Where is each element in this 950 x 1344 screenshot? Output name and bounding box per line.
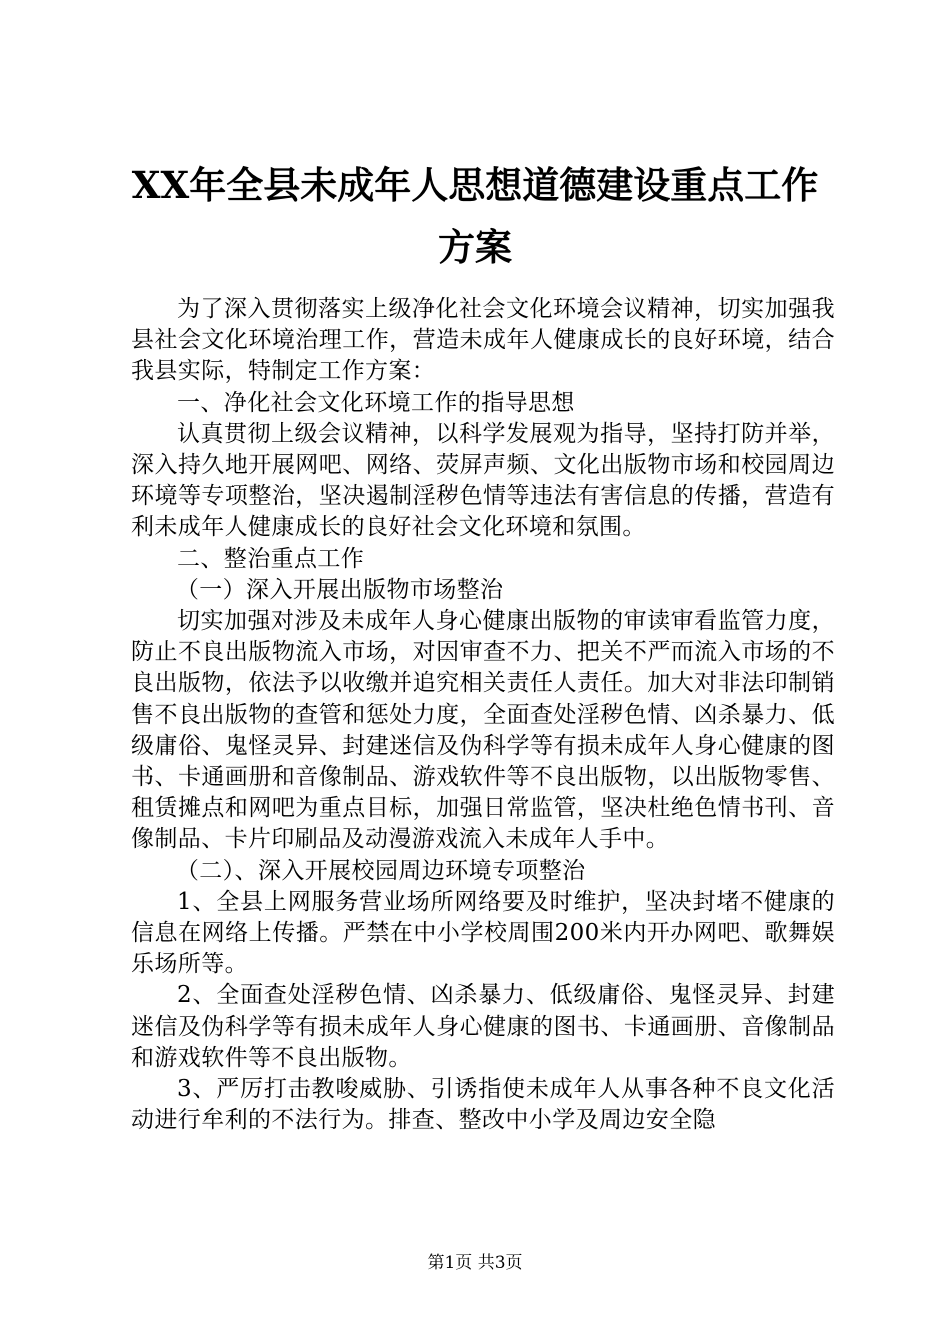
- heading-guiding-ideology: 一、净化社会文化环境工作的指导思想: [177, 389, 575, 416]
- paragraph-intro: 为了深入贯彻落实上级净化社会文化环境会议精神，切实加强我县社会文化环境治理工作，营造未成年人健康成长的良好环境，结合我县实际，特制定工作方案：: [131, 296, 835, 385]
- document-body: [131, 294, 835, 1136]
- paragraph-item-3: 3、严厉打击教唆威胁、引诱指使未成年人从事各种不良文化活动进行牟利的不法行为。排查、整改中小学及周边安全隐: [131, 1076, 835, 1134]
- heading-key-work: 二、整治重点工作: [177, 545, 365, 572]
- paragraph-item-1: 1、全县上网服务营业场所网络要及时维护，坚决封堵不健康的信息在网络上传播。严禁在中小学校周围200米内开办网吧、歌舞娱乐场所等。: [131, 888, 835, 978]
- paragraph-item-2: 2、全面查处淫秽色情、凶杀暴力、低级庸俗、鬼怪灵异、封建迷信及伪科学等有损未成年人身心健康的图书、卡通画册、音像制品和游戏软件等不良出版物。: [131, 982, 835, 1071]
- document-title: XX年全县未成年人思想道德建设重点工作方案: [131, 163, 819, 269]
- subheading-campus-environment: （二）、深入开展校园周边环境专项整治: [175, 857, 586, 884]
- subheading-publication-market: （一）深入开展出版物市场整治: [175, 576, 504, 603]
- page-number-footer: 第1页 共3页: [427, 1253, 523, 1273]
- paragraph-guiding-ideology: 认真贯彻上级会议精神，以科学发展观为指导，坚持打防并举，深入持久地开展网吧、网络、荧屏声频、文化出版物市场和校园周边环境等专项整治，坚决遏制淫秽色情等违法有害信息的传播，营造有利未成年人健康成长的良好社会文化环境和氛围。: [131, 420, 835, 541]
- paragraph-publication-market: 切实加强对涉及未成年人身心健康出版物的审读审看监管力度，防止不良出版物流入市场，对因审查不力、把关不严而流入市场的不良出版物，依法予以收缴并追究相关责任人责任。加大对非法印制销售不良出版物的查管和惩处力度，全面查处淫秽色情、凶杀暴力、低级庸俗、鬼怪灵异、封建迷信及伪科学等有损未成年人身心健康的图书、卡通画册和音像制品、游戏软件等不良出版物，以出版物零售、租赁摊点和网吧为重点目标，加强日常监管，坚决杜绝色情书刊、音像制品、卡片印刷品及动漫游戏流入未成年人手中。: [131, 608, 835, 853]
